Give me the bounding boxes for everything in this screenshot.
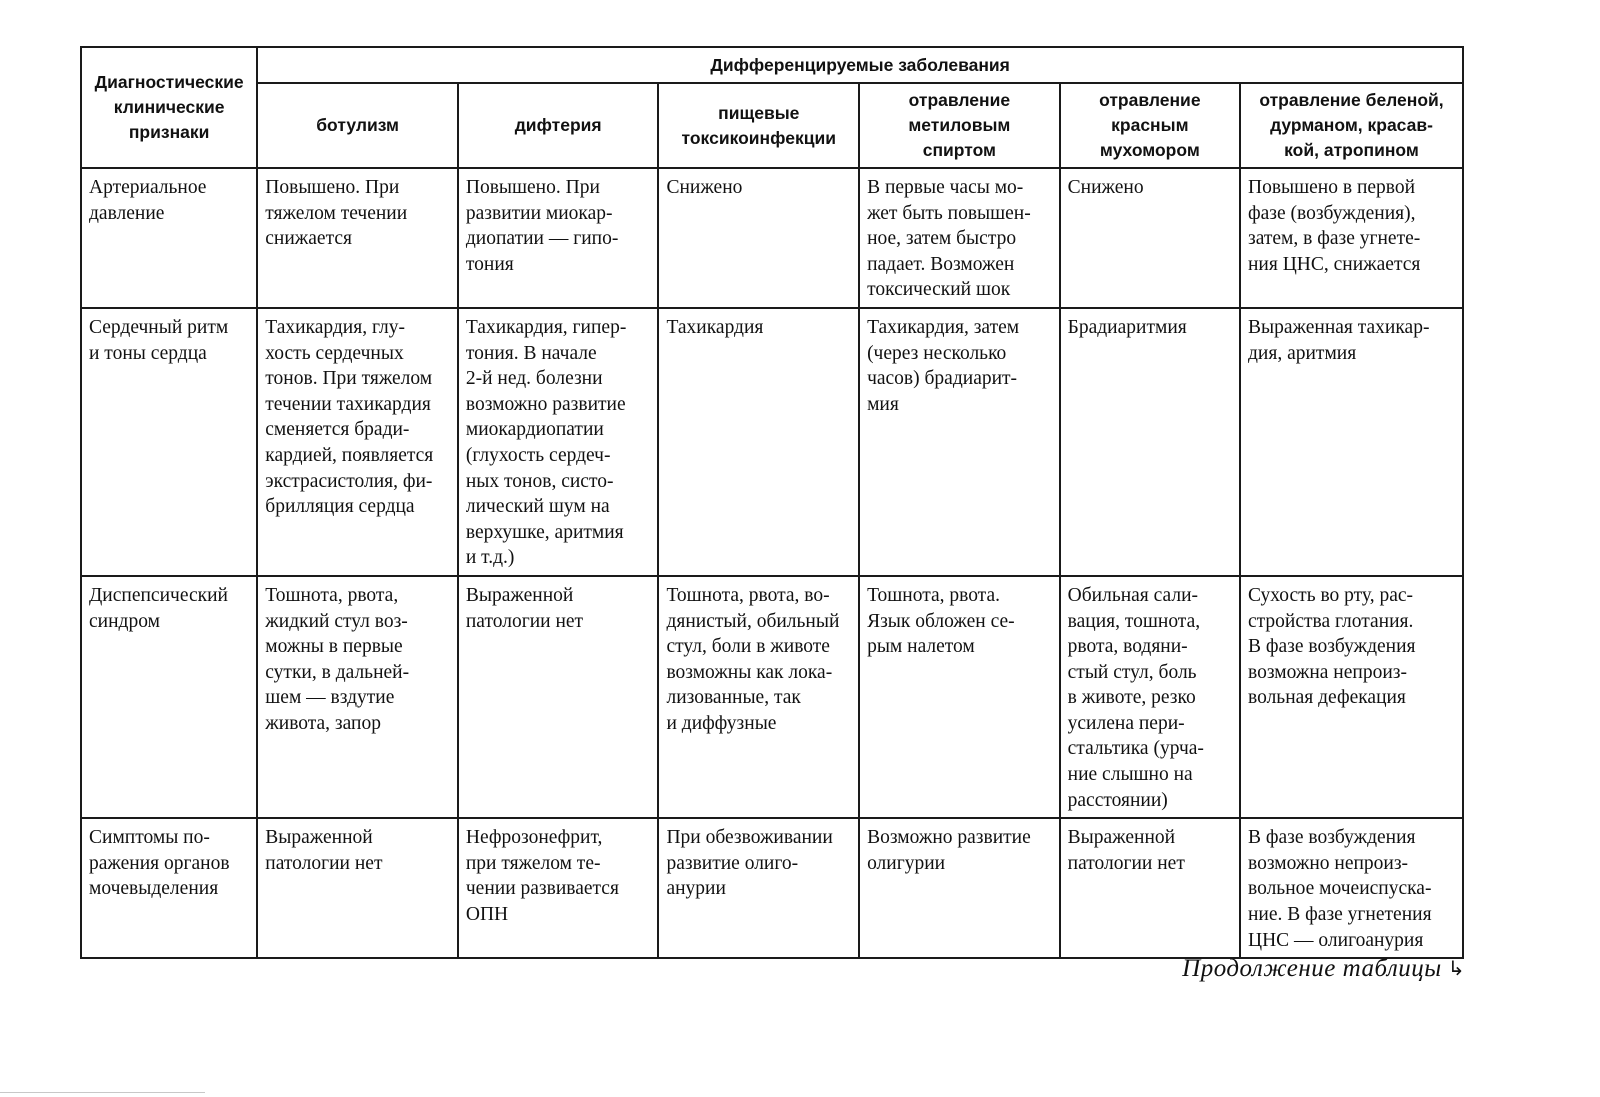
table-row-blood-pressure: [81, 168, 1463, 308]
table-cell: В фазе возбуждения возможно непроиз- вольное мочеиспуска- ние. В фазе угнетения ЦНС — олигоанурия: [1240, 818, 1463, 958]
table-cell: Выраженной патологии нет: [458, 576, 659, 818]
table-cell: Снижено: [658, 168, 859, 308]
table-cell: Тахикардия: [658, 308, 859, 576]
table-cell: Сухость во рту, рас- стройства глотания. В фазе возбуждения возможна непроиз- вольная дефекация: [1240, 576, 1463, 818]
table-cell: Возможно развитие олигурии: [859, 818, 1060, 958]
column-header-food-toxicoinfection: пищевые токсикоинфекции: [658, 83, 859, 168]
table-cell: Выраженная тахикар- дия, аритмия: [1240, 308, 1463, 576]
table-cell: Повышено в первой фазе (возбуждения), затем, в фазе угнете- ния ЦНС, снижается: [1240, 168, 1463, 308]
table-cell: Тахикардия, глу- хость сердечных тонов. При тяжелом течении тахикардия сменяется бради- кардией, появляется экстрасистолия, фи- брилляция сердца: [257, 308, 458, 576]
table-cell: В первые часы мо- жет быть повышен- ное, затем быстро падает. Возможен токсический шок: [859, 168, 1060, 308]
continued-note: [1182, 955, 1465, 983]
group-header: Дифференцируемые заболевания: [257, 47, 1463, 83]
continued-label: Продолжение таблицы: [1182, 955, 1442, 982]
table-cell: Тошнота, рвота, жидкий стул воз- можны в первые сутки, в дальней- шем — вздутие живота, запор: [257, 576, 458, 818]
row-label: Диспепсический синдром: [81, 576, 257, 818]
table-cell: Тахикардия, гипер- тония. В начале 2-й нед. болезни возможно развитие миокардиопатии (глухость сердеч- ных тонов, систо- лический шум на верхушке, аритмия и т.д.): [458, 308, 659, 576]
row-label: Артериальное давление: [81, 168, 257, 308]
row-label: Сердечный ритм и тоны сердца: [81, 308, 257, 576]
column-header-botulism: ботулизм: [257, 83, 458, 168]
corner-header: Диагностические клинические признаки: [81, 47, 257, 168]
differential-diagnosis-table: [80, 46, 1464, 959]
table-cell: Выраженной патологии нет: [1060, 818, 1240, 958]
table-row-urinary-symptoms: [81, 818, 1463, 958]
table-cell: Повышено. При развитии миокар- диопатии — гипо- тония: [458, 168, 659, 308]
page-edge-rule: [0, 1092, 205, 1093]
column-header-amanita-poisoning: отравление красным мухомором: [1060, 83, 1240, 168]
column-header-methanol-poisoning: отравление метиловым спиртом: [859, 83, 1060, 168]
row-label: Симптомы по- ражения органов мочевыделения: [81, 818, 257, 958]
table-cell: Повышено. При тяжелом течении снижается: [257, 168, 458, 308]
table-cell: Выраженной патологии нет: [257, 818, 458, 958]
column-header-atropine-poisoning: отравление беленой, дурманом, красав- кой, атропином: [1240, 83, 1463, 168]
table-row-dyspeptic-syndrome: [81, 576, 1463, 818]
table-row-heart-rhythm: [81, 308, 1463, 576]
table-cell: Снижено: [1060, 168, 1240, 308]
table-cell: Обильная сали- вация, тошнота, рвота, водяни- стый стул, боль в животе, резко усилена пери- стальтика (урча- ние слышно на расстоянии): [1060, 576, 1240, 818]
table-cell: При обезвоживании развитие олиго- анурии: [658, 818, 859, 958]
table-cell: Нефрозонефрит, при тяжелом те- чении развивается ОПН: [458, 818, 659, 958]
table-cell: Тошнота, рвота. Язык обложен се- рым налетом: [859, 576, 1060, 818]
column-header-diphtheria: дифтерия: [458, 83, 659, 168]
table-cell: Брадиаритмия: [1060, 308, 1240, 576]
table-cell: Тахикардия, затем (через несколько часов) брадиарит- мия: [859, 308, 1060, 576]
table-cell: Тошнота, рвота, во- дянистый, обильный стул, боли в животе возможны как лока- лизованные, так и диффузные: [658, 576, 859, 818]
hooked-arrow-icon: ↳: [1447, 956, 1465, 980]
